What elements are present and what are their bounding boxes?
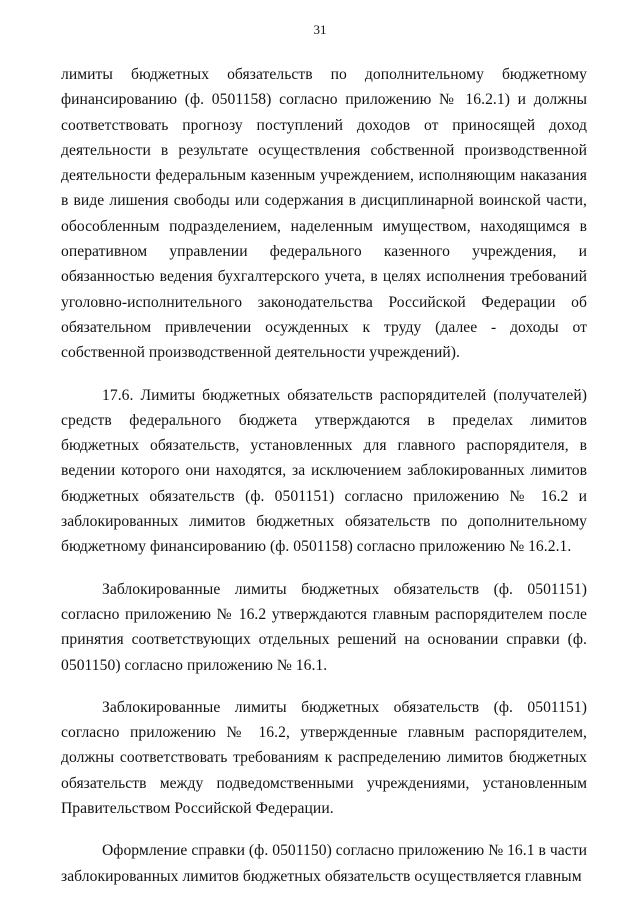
paragraph-blocked-limits-approval: Заблокированные лимиты бюджетных обязательств (ф. 0501151) согласно приложению № 16.2 утверждаются главным распорядителем после принятия соответствующих отдельных решений на основании справки (ф. 0501150) согласно приложению № 16.1. (61, 580, 587, 674)
paragraph-blocked-limits-requirements: Заблокированные лимиты бюджетных обязательств (ф. 0501151) согласно приложению № 16.2, утвержденные главным распорядителем, должны соответствовать требованиям к распределению лимитов бюджетных обязательств между подведомственными учреждениями, установленным Правительством Российской Федерации. (61, 698, 587, 818)
document-body (61, 62, 587, 889)
paragraph-continuation: лимиты бюджетных обязательств по дополнительному бюджетному финансированию (ф. 0501158) согласно приложению № 16.2.1) и должны соответствовать прогнозу поступлений доходов от приносящей доход деятельности в результате осуществления собственной производственной деятельности федеральным казенным учреждением, исполняющим наказания в виде лишения свободы или содержания в дисциплинарной воинской части, обособленным подразделением, наделенным имуществом, находящимся в оперативном управлении федерального казенного учреждения, и обязанностью ведения бухгалтерского учета, в целях исполнения требований уголовно-исполнительного законодательства Российской Федерации об обязательном привлечении осужденных к труду (далее - доходы от собственной производственной деятельности учреждений). (61, 66, 587, 362)
page-number: 31 (313, 22, 327, 37)
paragraph-certificate-registration: Оформление справки (ф. 0501150) согласно приложению № 16.1 в части заблокированных лимитов бюджетных обязательств осуществляется главным (61, 842, 587, 885)
paragraph-17-6: 17.6. Лимиты бюджетных обязательств распорядителей (получателей) средств федерального бюджета утверждаются в пределах лимитов бюджетных обязательств, установленных для главного распорядителя, в ведении которого они находятся, за исключением заблокированных лимитов бюджетных обязательств (ф. 0501151) согласно приложению № 16.2 и заблокированных лимитов бюджетных обязательств по дополнительному бюджетному финансированию (ф. 0501158) согласно приложению № 16.2.1. (61, 386, 587, 556)
